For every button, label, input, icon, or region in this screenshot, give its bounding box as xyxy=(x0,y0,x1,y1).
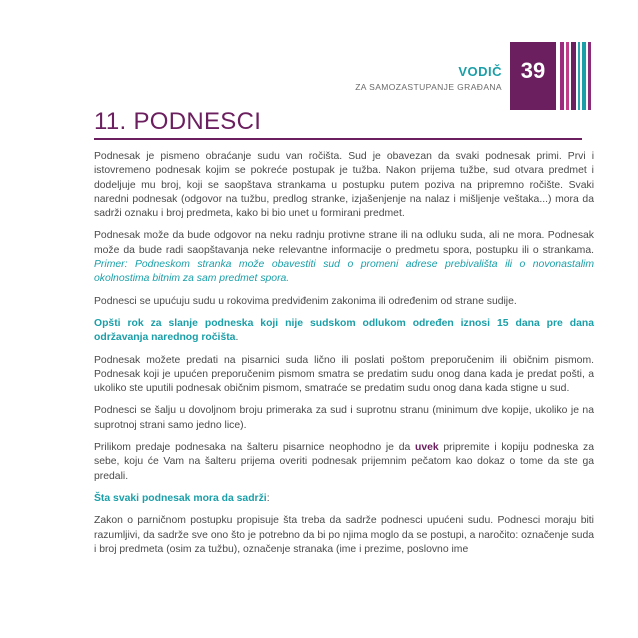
contents-heading-colon: : xyxy=(266,492,270,504)
paragraph-purpose-text: Podnesak može da bude odgovor na neku radnju protivne strane ili na odluku suda, ali ne mora. Podnesak može da bude radi saopštavanja neke relevantne informacije o predmetu spora, postupku ili o strankama. xyxy=(94,230,594,256)
chapter-divider xyxy=(94,138,582,140)
page-number-box xyxy=(510,42,556,110)
paragraph-definition: Podnesak je pismeno obraćanje sudu van ročišta. Sud je obavezan da svaki podnesak primi. Prvi i istovremeno podnesak kojim se pokreće postupak je tužba. Nakon prijema tužbe, sud otvara predmet i dodeljuje mu broj, koji se saopštava strankama u postupku putem poziva na pripremno ročište. Svaki naredni podnesak (odgovor na tužbu, predlog stranke, izjašenjenje na nalaz i mišljenje veštaka...) mora da sadrži oznaku i broj predmeta, kako bi bio unet u formirani predmet. xyxy=(94,151,594,220)
own-copy-start: Prilikom predaje podnesaka na šalteru pisarnice neophodno je da xyxy=(94,442,415,454)
paragraph-general-deadline xyxy=(94,317,594,346)
general-deadline-highlight: Opšti rok za slanje podneska koji nije sudskom odlukom određen iznosi 15 dana pre dana održavanja narednog ročišta xyxy=(94,317,594,344)
decorative-stripe-1 xyxy=(560,42,564,110)
chapter-title: 11. PODNESCI xyxy=(94,108,262,135)
contents-heading: Šta svaki podnesak mora da sadrži xyxy=(94,492,267,504)
decorative-stripe-4 xyxy=(578,42,580,110)
paragraph-contents-heading xyxy=(94,492,594,506)
example-note: Primer: Podneskom stranka može obavestiti sud o promeni adrese prebivališta ili o novonastalim okolnostima bitnim za sam predmet spora. xyxy=(94,259,594,285)
paragraph-deadlines: Podnesci se upućuju sudu u rokovima predviđenim zakonima ili određenim od strane sudije. xyxy=(94,295,517,307)
chapter-body xyxy=(94,150,594,565)
always-emphasis: uvek xyxy=(414,442,439,454)
page-number: 39 xyxy=(520,58,546,83)
general-deadline-end: . xyxy=(235,332,239,344)
paragraph-purpose xyxy=(94,229,594,286)
guide-subtitle: ZA SAMOZASTUPANJE GRAĐANA xyxy=(355,82,502,92)
guide-title: VODIČ xyxy=(458,64,502,79)
decorative-stripe-2 xyxy=(566,42,569,110)
own-copy-end: pripremite i kopiju podneska za sebe, koju će Vam na šalteru prijema overiti podnesak prijemnim pečatom kao dokaz o tome da ste ga predali. xyxy=(94,442,594,482)
page-header xyxy=(0,0,638,110)
decorative-stripe-3 xyxy=(571,42,576,110)
paragraph-copies: Podnesci se šalju u dovoljnom broju primeraka za sud i suprotnu stranu (minimum dve kopije, ukoliko je na suprotnoj strani samo jedno lice). xyxy=(94,405,594,431)
decorative-stripe-6 xyxy=(588,42,591,110)
paragraph-own-copy xyxy=(94,441,594,484)
paragraph-law: Zakon o parničnom postupku propisuje šta treba da sadrže podnesci upućeni sudu. Podnesci moraju biti razumljivi, da sadrže sve ono što je potrebno da bi po njima moglo da se postupi, a naročito: označenje suda i broj predmeta (osim za tužbu), označenje stranaka (ime i prezime, poslovno ime xyxy=(94,515,594,555)
decorative-stripe-5 xyxy=(582,42,586,110)
paragraph-submission: Podnesak možete predati na pisarnici suda lično ili poslati poštom preporučenim ili običnim pismom. Podnesak koji je upućen preporučenim pismom smatra se predatim sudu onog dana kada je predat pošti, a ukoliko ste uputili podnesak običnim pismom, smatraće se predatim sudu onog dana kada stigne u sud. xyxy=(94,354,594,395)
